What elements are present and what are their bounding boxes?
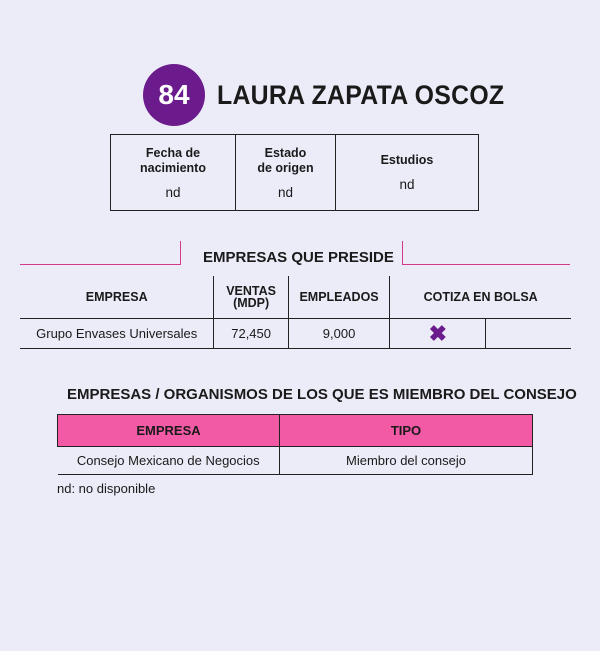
cell-empresa: Grupo Envases Universales (20, 319, 214, 349)
info-origin-state (236, 135, 336, 210)
cell-empresa: Consejo Mexicano de Negocios (58, 447, 280, 475)
info-value: nd (399, 177, 415, 192)
col-header-empleados: EMPLEADOS (288, 276, 389, 319)
table-row (58, 447, 533, 475)
section-divider-right (402, 264, 570, 265)
section-divider-right-tick (402, 241, 403, 265)
info-value: nd (165, 184, 181, 200)
boards-section-title: EMPRESAS / ORGANISMOS DE LOS QUE ES MIEMBRO DEL CONSEJO (67, 386, 577, 403)
empty-cell (485, 319, 571, 348)
info-label: Estudios (380, 153, 434, 167)
boards-table (57, 414, 533, 475)
personal-info-table (110, 134, 479, 211)
cell-tipo: Miembro del consejo (280, 447, 533, 475)
col-header-cotiza: COTIZA EN BOLSA (390, 276, 571, 319)
companies-table (20, 276, 571, 349)
cell-ventas: 72,450 (214, 319, 288, 349)
info-label: Fecha de nacimiento (140, 145, 206, 175)
cell-cotiza (390, 319, 571, 349)
table-header-row (20, 276, 571, 319)
col-header-tipo: TIPO (280, 415, 533, 447)
rank-badge: 84 (143, 64, 205, 126)
profile-header (143, 64, 529, 126)
companies-section-title: EMPRESAS QUE PRESIDE (203, 249, 394, 266)
col-header-empresa: EMPRESA (58, 415, 280, 447)
info-birthdate (111, 135, 236, 210)
cell-empleados: 9,000 (288, 319, 389, 349)
section-divider-left-tick (180, 241, 181, 265)
x-mark-icon: ✖ (428, 320, 447, 346)
table-row (20, 319, 571, 349)
info-label: Estado de origen (257, 145, 314, 175)
info-value: nd (277, 184, 294, 200)
col-header-empresa: EMPRESA (20, 276, 214, 319)
person-name: LAURA ZAPATA OSCOZ (217, 79, 505, 110)
footnote: nd: no disponible (57, 481, 156, 496)
section-divider-left (20, 264, 181, 265)
info-studies (336, 135, 478, 210)
table-header-row (58, 415, 533, 447)
col-header-ventas: VENTAS (MDP) (214, 276, 288, 319)
